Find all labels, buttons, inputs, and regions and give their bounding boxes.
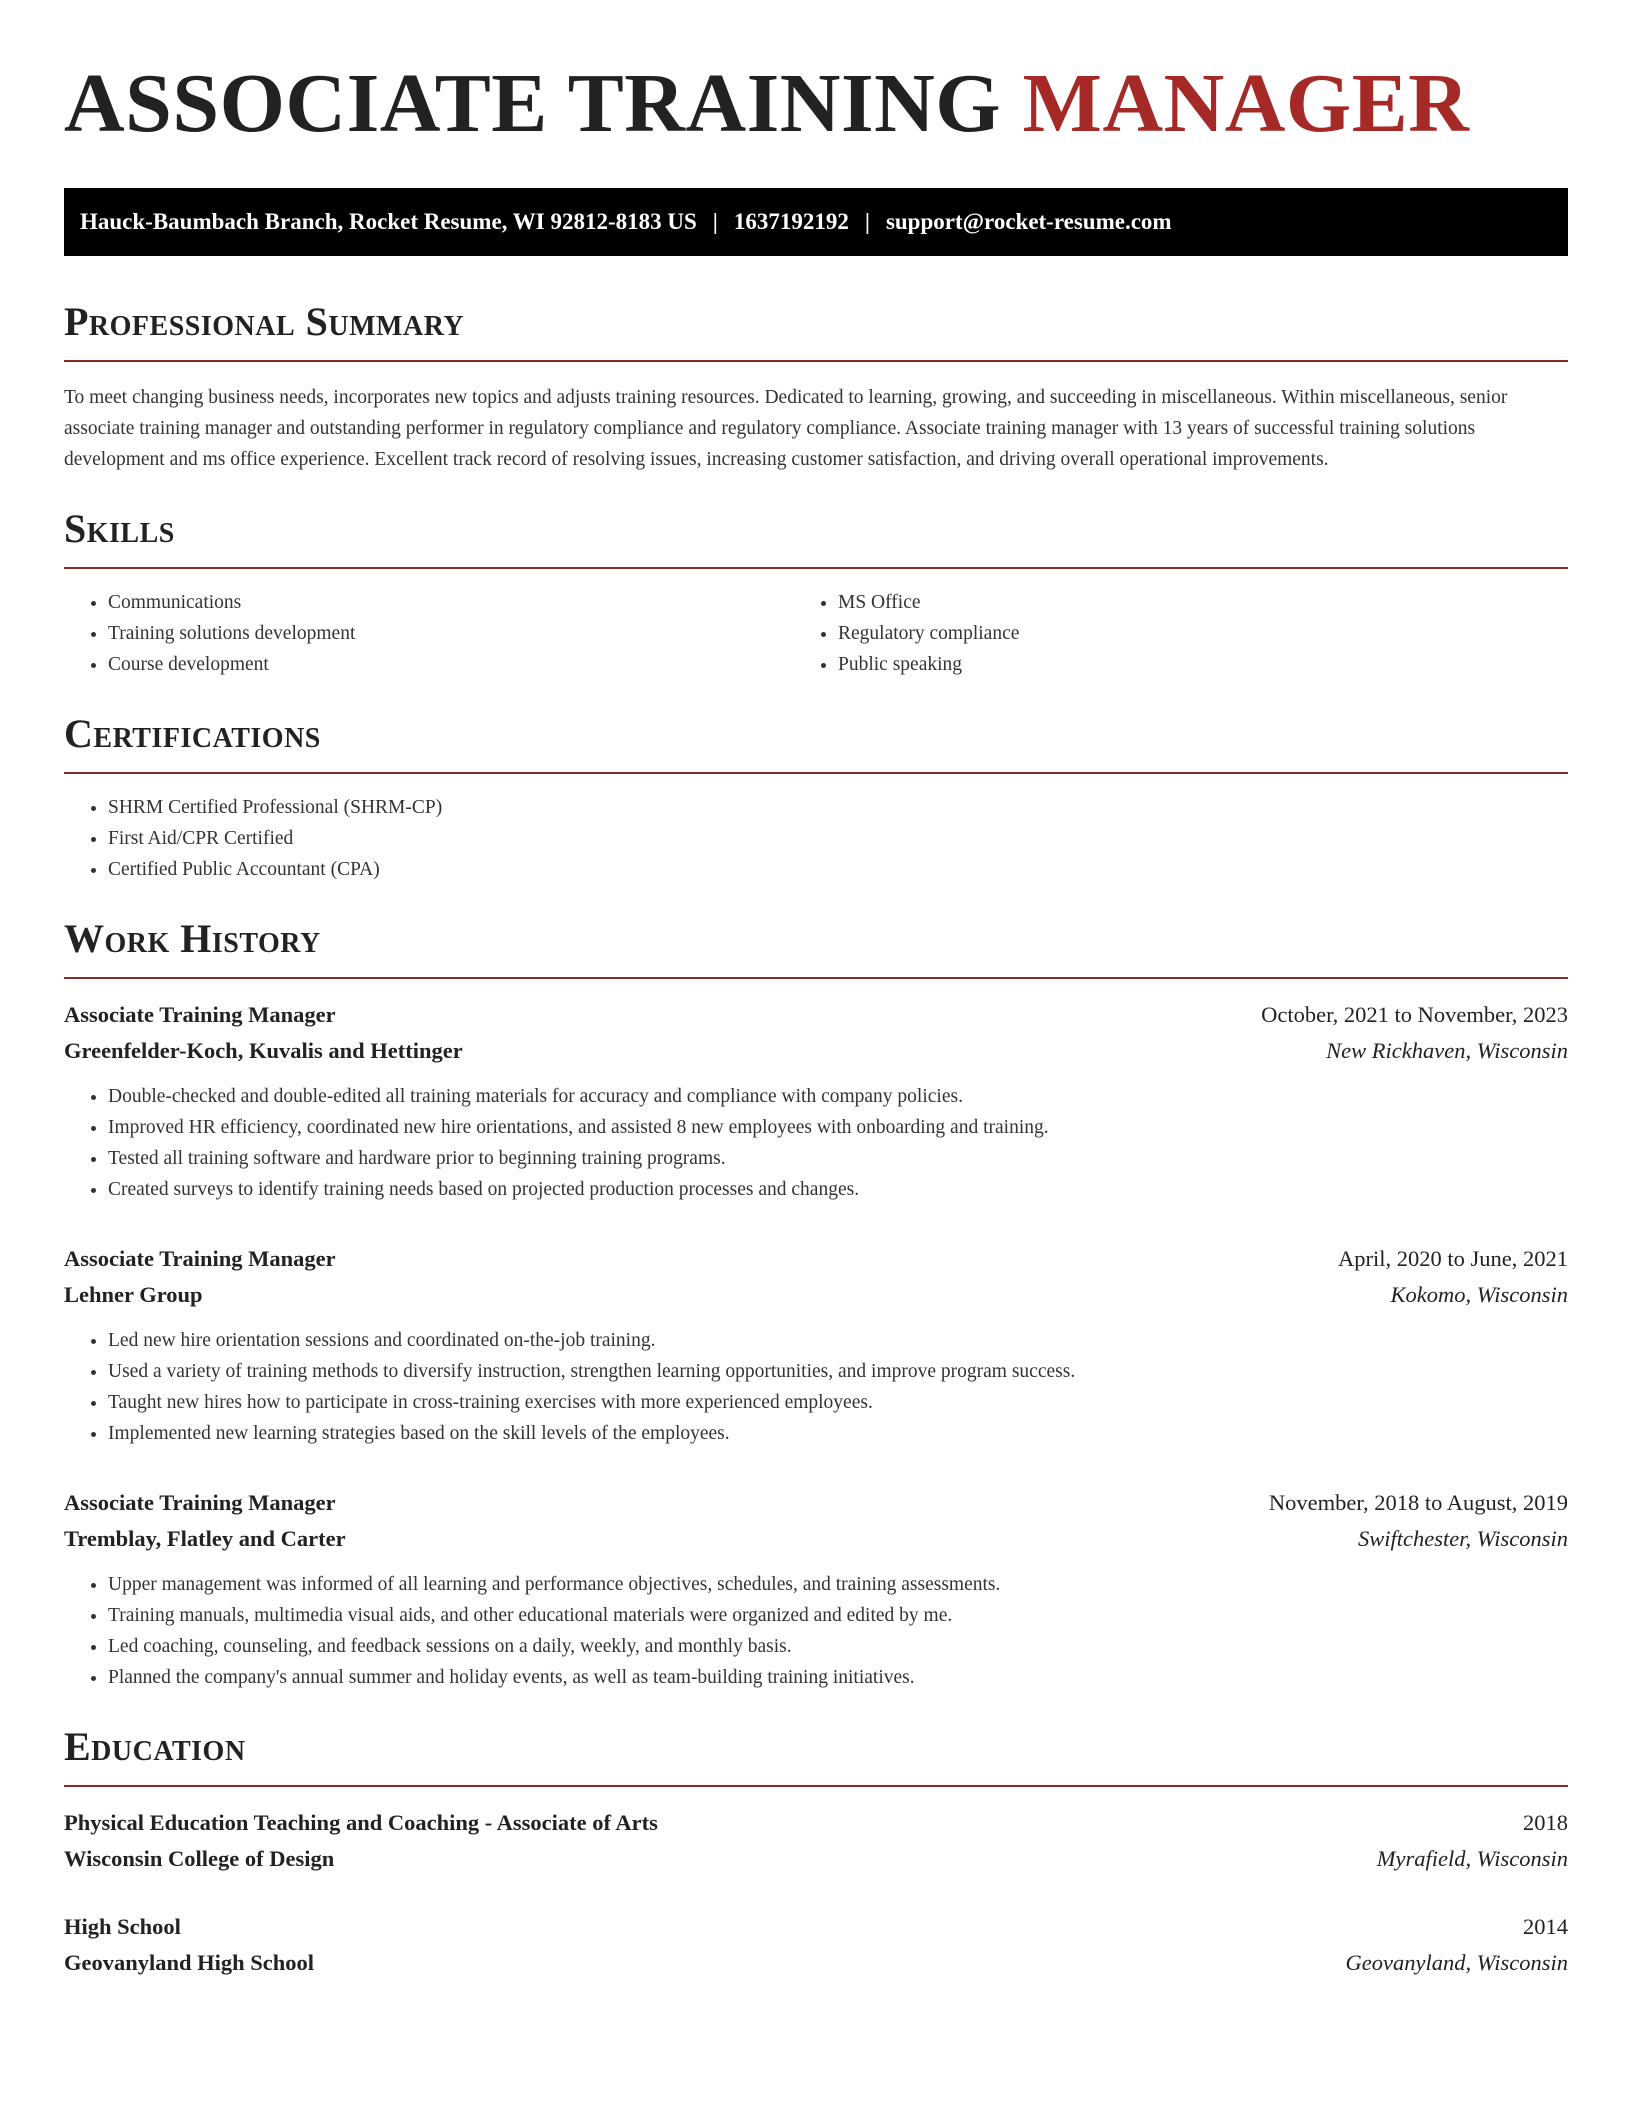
certification-item: • SHRM Certified Professional (SHRM-CP) (108, 792, 1568, 823)
job-bullet: • Training manuals, multimedia visual aids, and other educational materials were organized and edited by me. (108, 1600, 1568, 1631)
section-divider (64, 360, 1568, 362)
summary-section (64, 298, 1568, 475)
education-location: Geovanyland, Wisconsin (1345, 1950, 1568, 1975)
contact-bar (64, 188, 1568, 256)
skill-item: • Training solutions development (108, 618, 838, 649)
skill-item: • MS Office (838, 587, 1568, 618)
job-dates: November, 2018 to August, 2019 (1268, 1490, 1568, 1515)
certification-item: • Certified Public Accountant (CPA) (108, 854, 1568, 885)
contact-email: support@rocket-resume.com (885, 209, 1172, 234)
certifications-list (64, 792, 1568, 885)
job-role: Associate Training Manager (64, 1246, 336, 1271)
skill-item: • Course development (108, 649, 838, 680)
contact-phone: 1637192192 (733, 209, 849, 234)
job-company: Tremblay, Flatley and Carter (64, 1526, 346, 1551)
job-bullet: • Planned the company's annual summer and holiday events, as well as team-building training initiatives. (108, 1662, 1568, 1693)
skill-item: • Regulatory compliance (838, 618, 1568, 649)
certification-item: • First Aid/CPR Certified (108, 823, 1568, 854)
job-bullet: • Improved HR efficiency, coordinated new hire orientations, and assisted 8 new employees with onboarding and training. (108, 1112, 1568, 1143)
job-bullet: • Tested all training software and hardware prior to beginning training programs. (108, 1143, 1568, 1174)
certifications-section (64, 710, 1568, 885)
job-dates: April, 2020 to June, 2021 (1338, 1246, 1568, 1271)
education-year: 2014 (1523, 1914, 1568, 1939)
section-title-certifications: Certifications (64, 711, 321, 756)
section-divider (64, 1785, 1568, 1787)
section-title-skills: Skills (64, 506, 175, 551)
job-bullet: • Upper management was informed of all learning and performance objectives, schedules, and training assessments. (108, 1569, 1568, 1600)
work-section (64, 915, 1568, 1693)
contact-address: Hauck-Baumbach Branch, Rocket Resume, WI 92812-8183 US (80, 209, 697, 234)
job-bullets (64, 1325, 1568, 1449)
job-location: New Rickhaven, Wisconsin (1326, 1038, 1568, 1063)
job-entry (64, 997, 1568, 1205)
skills-section (64, 505, 1568, 680)
job-dates: October, 2021 to November, 2023 (1261, 1002, 1568, 1027)
education-degree: High School (64, 1914, 181, 1939)
job-bullets (64, 1569, 1568, 1693)
resume-name (64, 56, 1568, 152)
education-location: Myrafield, Wisconsin (1376, 1846, 1568, 1871)
contact-separator: | (712, 209, 718, 234)
section-divider (64, 772, 1568, 774)
job-location: Kokomo, Wisconsin (1390, 1282, 1568, 1307)
job-company: Lehner Group (64, 1282, 203, 1307)
job-location: Swiftchester, Wisconsin (1358, 1526, 1568, 1551)
education-degree: Physical Education Teaching and Coaching - Associate of Arts (64, 1810, 658, 1835)
skill-item: • Communications (108, 587, 838, 618)
education-year: 2018 (1523, 1810, 1568, 1835)
skills-grid (64, 569, 1568, 680)
skills-list-right (794, 587, 1568, 680)
education-school: Geovanyland High School (64, 1950, 315, 1975)
job-entry (64, 1485, 1568, 1693)
education-school: Wisconsin College of Design (64, 1846, 335, 1871)
section-title-education: Education (64, 1724, 246, 1769)
skills-list-left (64, 587, 838, 680)
job-role: Associate Training Manager (64, 1002, 336, 1027)
job-bullets (64, 1081, 1568, 1205)
job-bullet: • Led coaching, counseling, and feedback sessions on a daily, weekly, and monthly basis. (108, 1631, 1568, 1662)
section-title-summary: Professional Summary (64, 299, 465, 344)
job-bullet: • Double-checked and double-edited all training materials for accuracy and compliance with company policies. (108, 1081, 1568, 1112)
job-bullet: • Implemented new learning strategies based on the skill levels of the employees. (108, 1418, 1568, 1449)
job-role: Associate Training Manager (64, 1490, 336, 1515)
skill-item: • Public speaking (838, 649, 1568, 680)
job-bullet: • Used a variety of training methods to diversify instruction, strengthen learning opportunities, and improve program success. (108, 1356, 1568, 1387)
job-bullet: • Taught new hires how to participate in cross-training exercises with more experienced employees. (108, 1387, 1568, 1418)
summary-text: To meet changing business needs, incorporates new topics and adjusts training resources. Dedicated to learning, growing, and succeeding in miscellaneous. Within miscellaneous, senior associate training manager and outstanding performer in regulatory compliance and regulatory compliance. Associate training manager with 13 years of successful training solutions development and ms office experience. Excellent track record of resolving issues, increasing customer satisfaction, and driving overall operational improvements. (64, 387, 1508, 470)
job-entry (64, 1241, 1568, 1449)
education-section (64, 1723, 1568, 1981)
name-accent: MANAGER (1022, 57, 1470, 150)
job-bullet: • Created surveys to identify training needs based on projected production processes and changes. (108, 1174, 1568, 1205)
job-company: Greenfelder-Koch, Kuvalis and Hettinger (64, 1038, 463, 1063)
section-divider (64, 977, 1568, 979)
job-bullet: • Led new hire orientation sessions and coordinated on-the-job training. (108, 1325, 1568, 1356)
name-main: ASSOCIATE TRAINING (64, 57, 1002, 150)
section-title-work: Work History (64, 916, 321, 961)
education-entry (64, 1909, 1568, 1981)
education-entry (64, 1805, 1568, 1877)
contact-separator: | (864, 209, 870, 234)
